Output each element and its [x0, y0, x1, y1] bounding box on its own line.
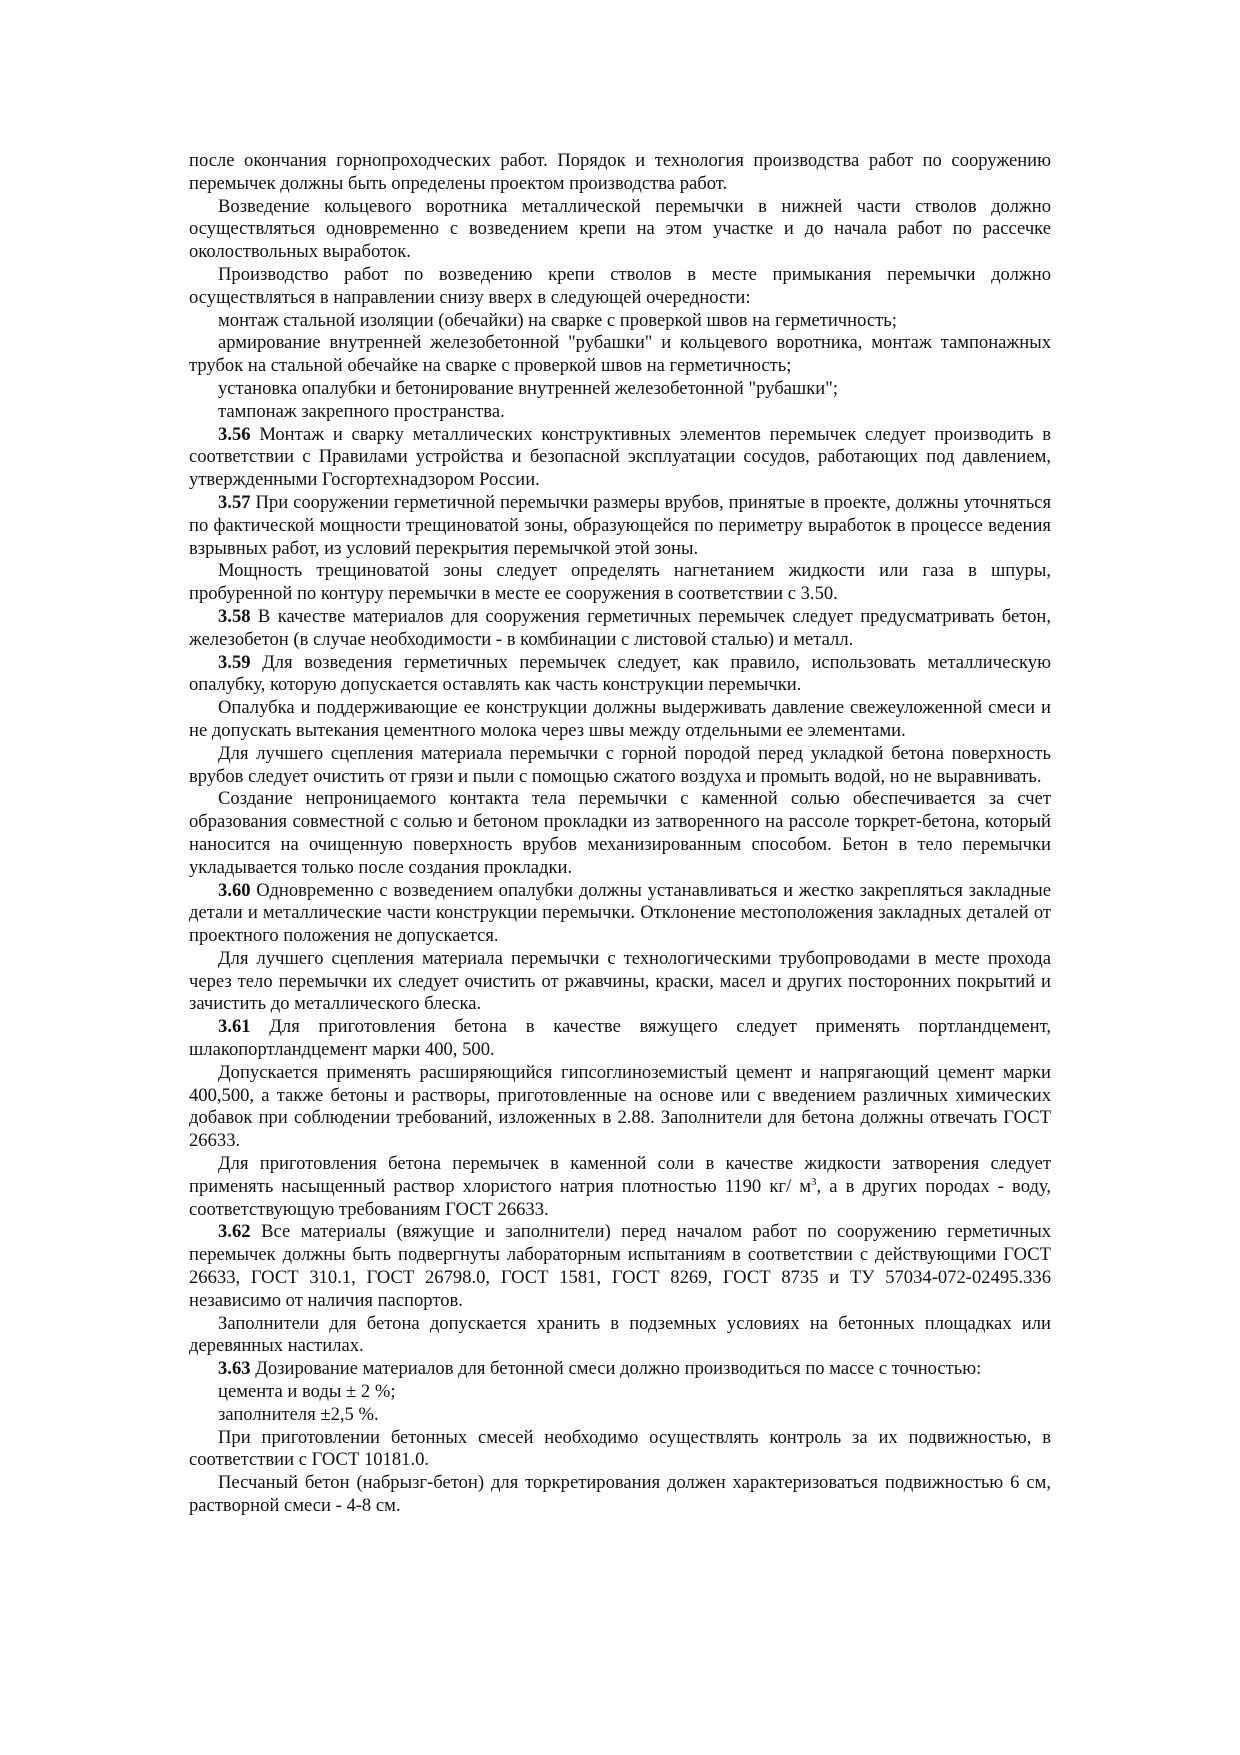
paragraph-text: Допускается применять расширяющийся гипсоглиноземистый цемент и напрягающий цемент марки 400,500, а также бетоны и растворы, приготовленные на основе или с введением различных химических добавок при соблюдении требований, изложенных в 2.88. Заполнители для бетона должны отвечать ГОСТ 26633. [189, 1061, 1051, 1152]
clause-3-61 [189, 1016, 1051, 1062]
paragraph [189, 1153, 1051, 1221]
list-item [189, 332, 1051, 378]
clause-3-58 [189, 606, 1051, 652]
list-item-text: тампонаж закрепного пространства. [218, 400, 505, 422]
clause-number: 3.57 [218, 491, 251, 513]
paragraph [189, 264, 1051, 310]
paragraph-text: При приготовлении бетонных смесей необходимо осуществлять контроль за их подвижностью, в соответствии с ГОСТ 10181.0. [189, 1426, 1051, 1471]
paragraph-text: Для лучшего сцепления материала перемычки с горной породой перед укладкой бетона поверхность врубов следует очистить от грязи и пыли с помощью сжатого воздуха и промыть водой, но не выравнивать. [189, 742, 1051, 787]
paragraph [189, 150, 1051, 196]
paragraph-text-continued: , а в других породах - воду, соответствующую требованиям ГОСТ 26633. [189, 1175, 1051, 1220]
document-page [189, 150, 1051, 1518]
paragraph [189, 560, 1051, 606]
paragraph-text: Для приготовления бетона перемычек в каменной соли в качестве жидкости затворения следует применять насыщенный раствор хлористого натрия плотностью 1190 кг/ м [189, 1153, 1051, 1197]
clause-number: 3.60 [218, 879, 251, 901]
clause-3-62 [189, 1221, 1051, 1312]
paragraph [189, 196, 1051, 264]
paragraph-text: Для лучшего сцепления материала перемычки с технологическими трубопроводами в месте прохода через тело перемычки их следует очистить от ржавчины, краски, масел и других посторонних покрытий и зачистить до металлического блеска. [189, 947, 1051, 1015]
list-item [189, 401, 1051, 424]
clause-number: 3.63 [218, 1358, 251, 1380]
paragraph-text: после окончания горнопроходческих работ. Порядок и технология производства работ по сооружению перемычек должны быть определены проектом производства работ. [189, 150, 1051, 194]
list-item-text: монтаж стальной изоляции (обечайки) на сварке с проверкой швов на герметичность; [218, 309, 897, 331]
list-item-text: цемента и воды ± 2 %; [218, 1381, 396, 1403]
paragraph-text: Мощность трещиноватой зоны следует определять нагнетанием жидкости или газа в шпуры, пробуренной по контуру перемычки в месте ее сооружения в соответствии с 3.50. [189, 560, 1051, 605]
paragraph [189, 743, 1051, 789]
clause-number: 3.56 [218, 423, 251, 445]
list-item [189, 1381, 1051, 1404]
clause-text: Дозирование материалов для бетонной смеси должно производиться по массе с точностью: [255, 1358, 982, 1380]
paragraph-text: Опалубка и поддерживающие ее конструкции должны выдерживать давление свежеуложенной смеси и не допускать вытекания цементного молока через швы между отдельными ее элементами. [189, 697, 1051, 741]
list-item-text: армирование внутренней железобетонной "рубашки" и кольцевого воротника, монтаж тампонажных трубок на стальной обечайке на сварке с проверкой швов на герметичность; [189, 332, 1051, 377]
paragraph [189, 697, 1051, 743]
clause-text: Одновременно с возведением опалубки должны устанавливаться и жестко закрепляться закладные детали и металлические части конструкции перемычки. Отклонение местоположения закладных деталей от проектного положения не допускается. [189, 879, 1051, 947]
list-item-text: заполнителя ±2,5 %. [218, 1403, 379, 1425]
clause-text: Для возведения герметичных перемычек следует, как правило, использовать металлическую опалубку, которую допускается оставлять как часть конструкции перемычки. [189, 651, 1051, 696]
paragraph [189, 948, 1051, 1016]
clause-number: 3.62 [218, 1221, 251, 1243]
paragraph-text: Создание непроницаемого контакта тела перемычки с каменной солью обеспечивается за счет образования совместной с солью и бетоном прокладки из затворенного на рассоле торкрет-бетона, который наносится на очищенную поверхность врубов механизированным способом. Бетон в тело перемычки укладывается только после создания прокладки. [189, 788, 1051, 878]
clause-3-56 [189, 424, 1051, 492]
clause-text: Для приготовления бетона в качестве вяжущего следует применять портландцемент, шлакопортландцемент марки 400, 500. [189, 1016, 1051, 1061]
paragraph [189, 1062, 1051, 1153]
clause-3-57 [189, 492, 1051, 560]
paragraph [189, 1472, 1051, 1518]
clause-3-60 [189, 880, 1051, 948]
superscript: 3 [811, 1175, 817, 1188]
list-item [189, 310, 1051, 333]
clause-number: 3.59 [218, 651, 251, 673]
clause-text: При сооружении герметичной перемычки размеры врубов, принятые в проекте, должны уточняться по фактической мощности трещиноватой зоны, образующейся по периметру выработок в процессе ведения взрывных работ, из условий перекрытия перемычкой этой зоны. [189, 491, 1051, 559]
clause-3-63 [189, 1358, 1051, 1381]
clause-number: 3.58 [218, 605, 251, 627]
clause-text: Монтаж и сварку металлических конструктивных элементов перемычек следует производить в соответствии с Правилами устройства и безопасной эксплуатации сосудов, работающих под давлением, утвержденными Госгортехнадзором России. [189, 423, 1052, 491]
paragraph-text: Заполнители для бетона допускается хранить в подземных условиях на бетонных площадках или деревянных настилах. [189, 1312, 1051, 1357]
paragraph [189, 1427, 1051, 1473]
clause-3-59 [189, 652, 1051, 698]
paragraph-text: Производство работ по возведению крепи стволов в месте примыкания перемычки должно осуществляться в направлении снизу вверх в следующей очередности: [189, 263, 1051, 308]
paragraph-text: Песчаный бетон (набрызг-бетон) для торкретирования должен характеризоваться подвижностью 6 см, растворной смеси - 4-8 см. [189, 1472, 1051, 1517]
paragraph-text: Возведение кольцевого воротника металлической перемычки в нижней части стволов должно осуществляться одновременно с возведением крепи на этом участке и до начала работ по рассечке околоствольных выработок. [189, 195, 1051, 263]
paragraph [189, 1313, 1051, 1359]
list-item-text: установка опалубки и бетонирование внутренней железобетонной "рубашки"; [218, 377, 838, 399]
paragraph [189, 788, 1051, 879]
list-item [189, 1404, 1051, 1427]
clause-text: В качестве материалов для сооружения герметичных перемычек следует предусматривать бетон, железобетон (в случае необходимости - в комбинации с листовой сталью) и металл. [189, 605, 1051, 650]
clause-text: Все материалы (вяжущие и заполнители) перед началом работ по сооружению герметичных перемычек должны быть подвергнуты лабораторным испытаниям в соответствии с действующими ГОСТ 26633, ГОСТ 310.1, ГОСТ 26798.0, ГОСТ 1581, ГОСТ 8269, ГОСТ 8735 и ТУ 57034-072-02495.336 независимо от наличия паспортов. [189, 1221, 1051, 1311]
list-item [189, 378, 1051, 401]
clause-number: 3.61 [218, 1016, 251, 1038]
